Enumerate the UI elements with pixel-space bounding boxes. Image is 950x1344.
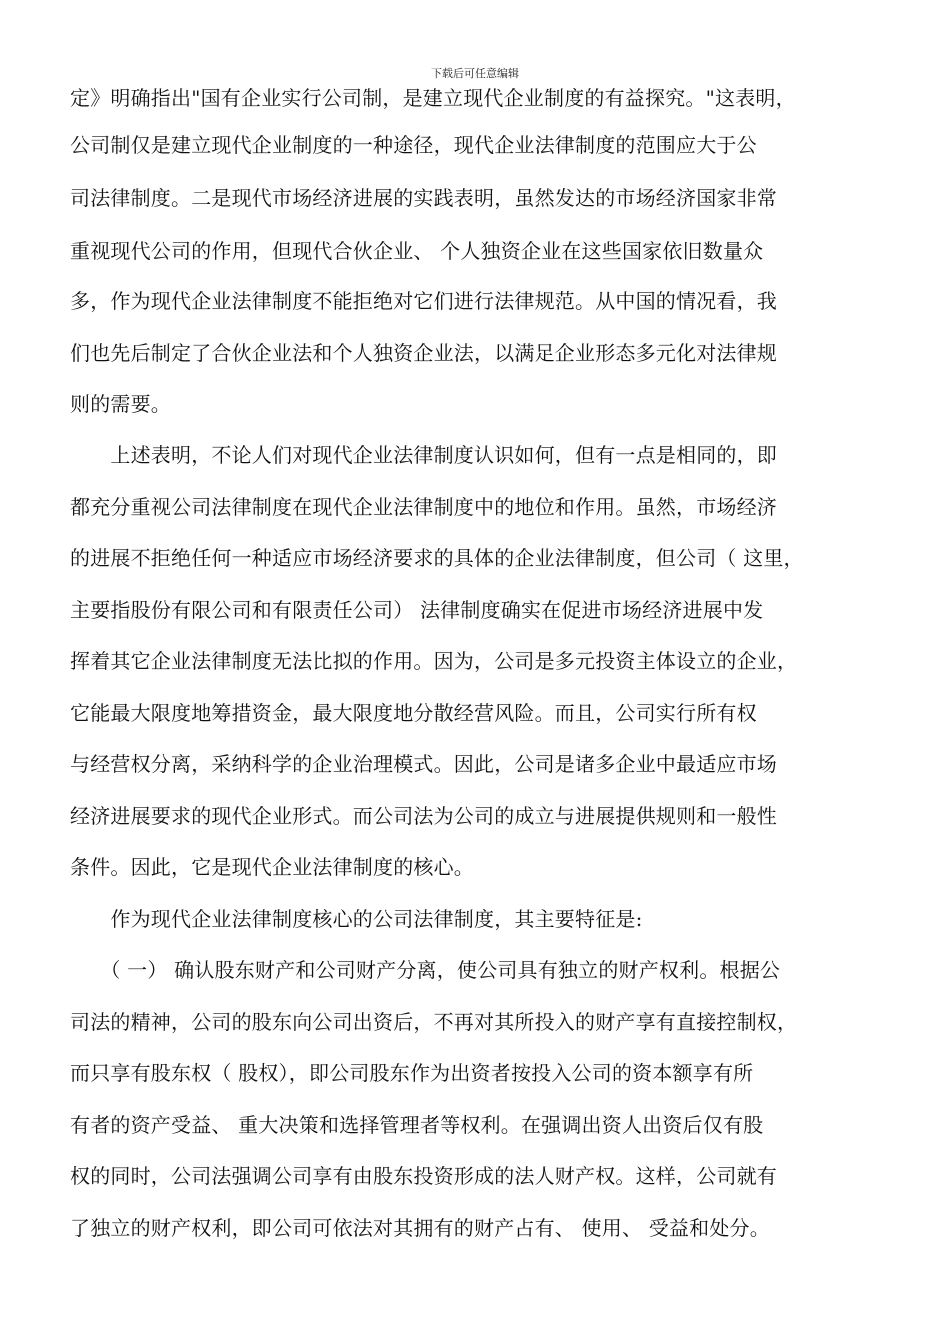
text-line: 了独立的财产权利，即公司可依法对其拥有的财产占有、 使用、 受益和处分。: [70, 1216, 770, 1240]
text-line: 与经营权分离，采纳科学的企业治理模式。因此，公司是诸多企业中最适应市场: [70, 752, 777, 776]
text-line: 经济进展要求的现代企业形式。而公司法为公司的成立与进展提供规则和一般性: [70, 804, 777, 828]
text-line: 司法的精神，公司的股东向公司出资后，不再对其所投入的财产享有直接控制权，: [70, 1010, 798, 1034]
text-line: 都充分重视公司法律制度在现代企业法律制度中的地位和作用。虽然，市场经济: [70, 495, 777, 519]
text-line: 权的同时，公司法强调公司享有由股东投资形成的法人财产权。这样，公司就有: [70, 1164, 777, 1188]
text-line: 挥着其它企业法律制度无法比拟的作用。因为，公司是多元投资主体设立的企业，: [70, 649, 798, 673]
text-line: 们也先后制定了合伙企业法和个人独资企业法，以满足企业形态多元化对法律规: [70, 341, 777, 365]
text-line: 重视现代公司的作用，但现代合伙企业、 个人独资企业在这些国家依旧数量众: [70, 239, 764, 263]
text-line: 上述表明，不论人们对现代企业法律制度认识如何，但有一点是相同的，即: [70, 443, 777, 467]
text-line: 有者的资产受益、 重大决策和选择管理者等权利。在强调出资人出资后仅有股: [70, 1113, 764, 1137]
text-line: 主要指股份有限公司和有限责任公司） 法律制度确实在促进市场经济进展中发: [70, 598, 764, 622]
text-line: 它能最大限度地筹措资金，最大限度地分散经营风险。而且，公司实行所有权: [70, 701, 757, 725]
text-line: 多，作为现代企业法律制度不能拒绝对它们进行法律规范。从中国的情况看，我: [70, 289, 777, 313]
text-line: 定》明确指出"国有企业实行公司制，是建立现代企业制度的有益探究。"这表明，: [70, 86, 796, 110]
text-line: 而只享有股东权（ 股权），即公司股东作为出资者按投入公司的资本额享有所: [70, 1061, 754, 1085]
text-line: 条件。因此，它是现代企业法律制度的核心。: [70, 855, 474, 879]
text-line: 公司制仅是建立现代企业制度的一种途径，现代企业法律制度的范围应大于公: [70, 133, 757, 157]
text-line: （ 一） 确认股东财产和公司财产分离，使公司具有独立的财产权利。根据公: [70, 958, 781, 982]
text-line: 则的需要。: [70, 392, 171, 416]
text-line: 的进展不拒绝任何一种适应市场经济要求的具体的企业法律制度，但公司（ 这里，: [70, 546, 804, 570]
text-line: 作为现代企业法律制度核心的公司法律制度，其主要特征是:: [70, 907, 643, 931]
header-note: 下载后可任意编辑: [431, 67, 519, 80]
text-line: 司法律制度。二是现代市场经济进展的实践表明，虽然发达的市场经济国家非常: [70, 186, 777, 210]
